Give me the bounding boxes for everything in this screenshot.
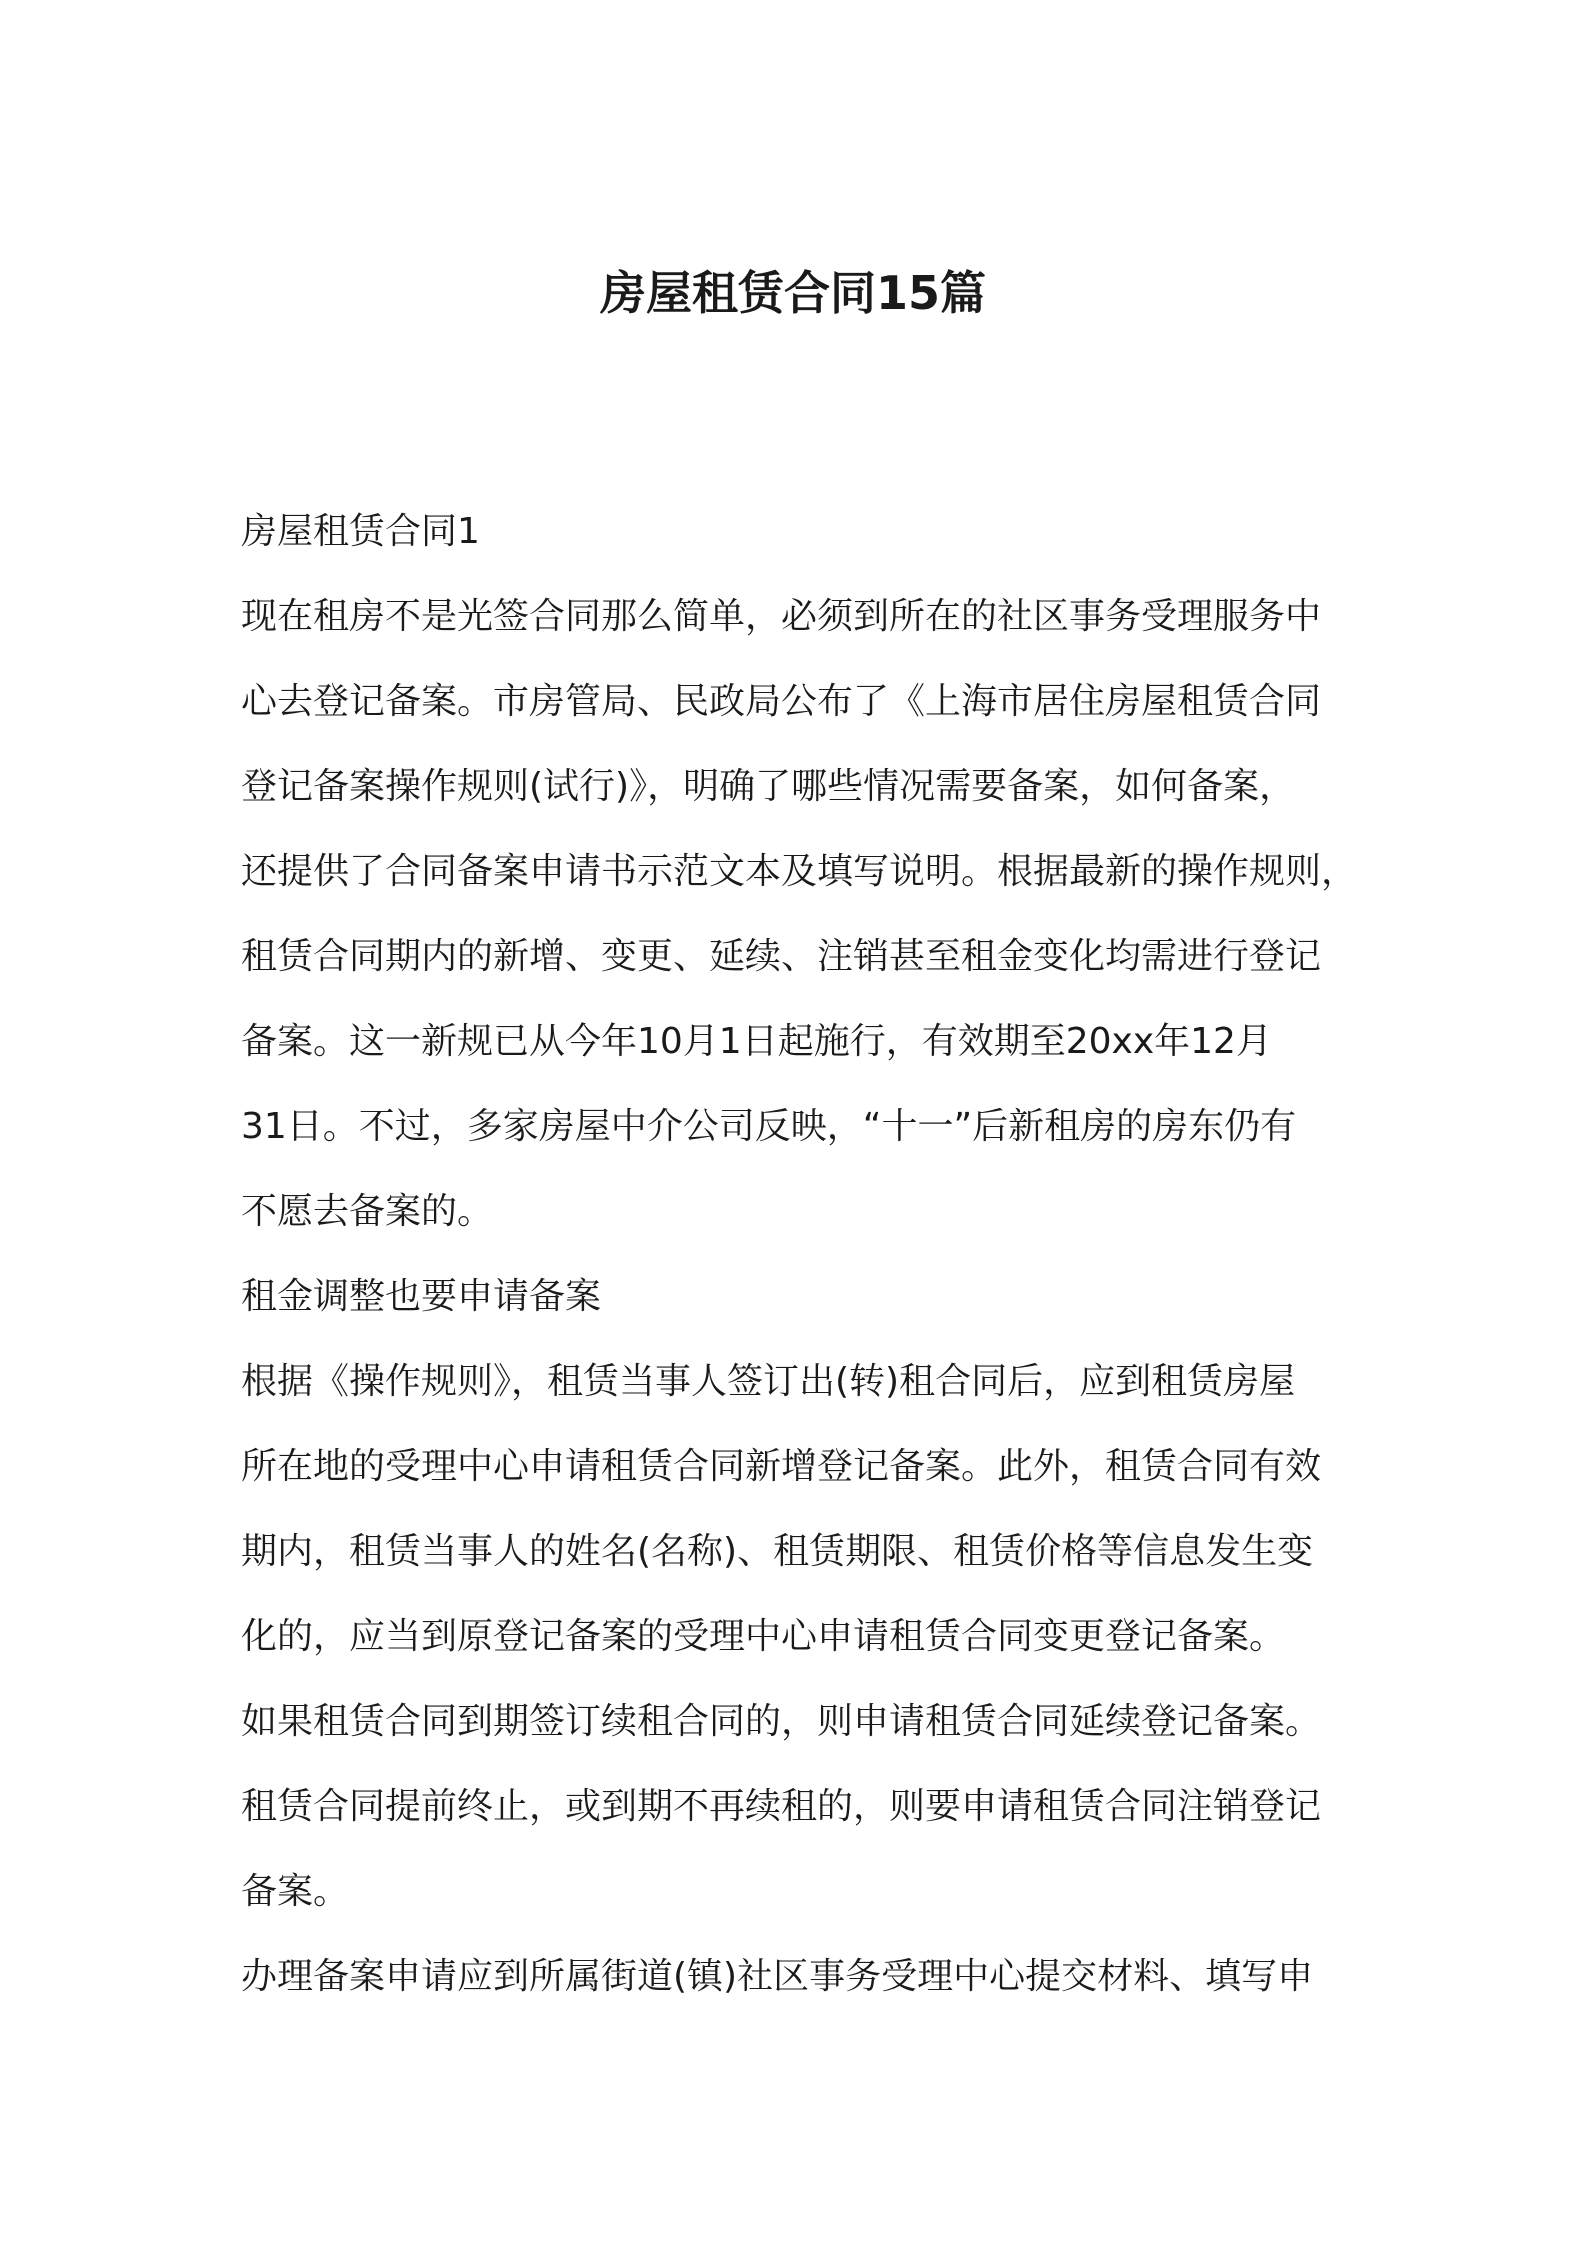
paragraph-line: 登记备案操作规则(试行)》，明确了哪些情况需要备案，如何备案， bbox=[241, 766, 1296, 807]
paragraph-line: 备案。这一新规已从今年10月1日起施行，有效期至20xx年12月 bbox=[241, 1021, 1272, 1062]
paragraph-line: 租赁合同期内的新增、变更、延续、注销甚至租金变化均需进行登记 bbox=[241, 936, 1322, 977]
paragraph-line: 根据《操作规则》，租赁当事人签订出(转)租合同后，应到租赁房屋 bbox=[241, 1361, 1296, 1402]
paragraph-line: 期内，租赁当事人的姓名(名称)、租赁期限、租赁价格等信息发生变 bbox=[241, 1531, 1314, 1572]
paragraph-line: 化的，应当到原登记备案的受理中心申请租赁合同变更登记备案。 bbox=[241, 1616, 1286, 1657]
paragraph-line: 办理备案申请应到所属街道(镇)社区事务受理中心提交材料、填写申 bbox=[241, 1956, 1314, 1997]
paragraph-line: 31日。不过，多家房屋中介公司反映，“十一”后新租房的房东仍有 bbox=[241, 1106, 1297, 1147]
paragraph-line: 还提供了合同备案申请书示范文本及填写说明。根据最新的操作规则， bbox=[241, 851, 1358, 892]
section-heading-text: 租金调整也要申请备案 bbox=[241, 1276, 602, 1317]
paragraph-line: 如果租赁合同到期签订续租合同的，则申请租赁合同延续登记备案。 bbox=[241, 1701, 1322, 1742]
paragraph-line: 租赁合同提前终止，或到期不再续租的，则要申请租赁合同注销登记 bbox=[241, 1786, 1322, 1827]
paragraph-line: 备案。 bbox=[241, 1871, 350, 1912]
section-heading bbox=[241, 489, 1361, 574]
paragraph bbox=[241, 1339, 1361, 2019]
paragraph bbox=[241, 574, 1361, 1254]
section-heading bbox=[241, 1254, 1361, 1339]
document-title: 房屋租赁合同15篇 bbox=[599, 266, 986, 320]
document-body bbox=[241, 489, 1361, 2019]
paragraph-line: 所在地的受理中心申请租赁合同新增登记备案。此外，租赁合同有效 bbox=[241, 1446, 1322, 1487]
section-heading-text: 房屋租赁合同1 bbox=[241, 511, 480, 552]
paragraph-line: 不愿去备案的。 bbox=[241, 1191, 494, 1232]
paragraph-line: 心去登记备案。市房管局、民政局公布了《上海市居住房屋租赁合同 bbox=[241, 681, 1322, 722]
paragraph-line: 现在租房不是光签合同那么简单，必须到所在的社区事务受理服务中 bbox=[241, 596, 1322, 637]
